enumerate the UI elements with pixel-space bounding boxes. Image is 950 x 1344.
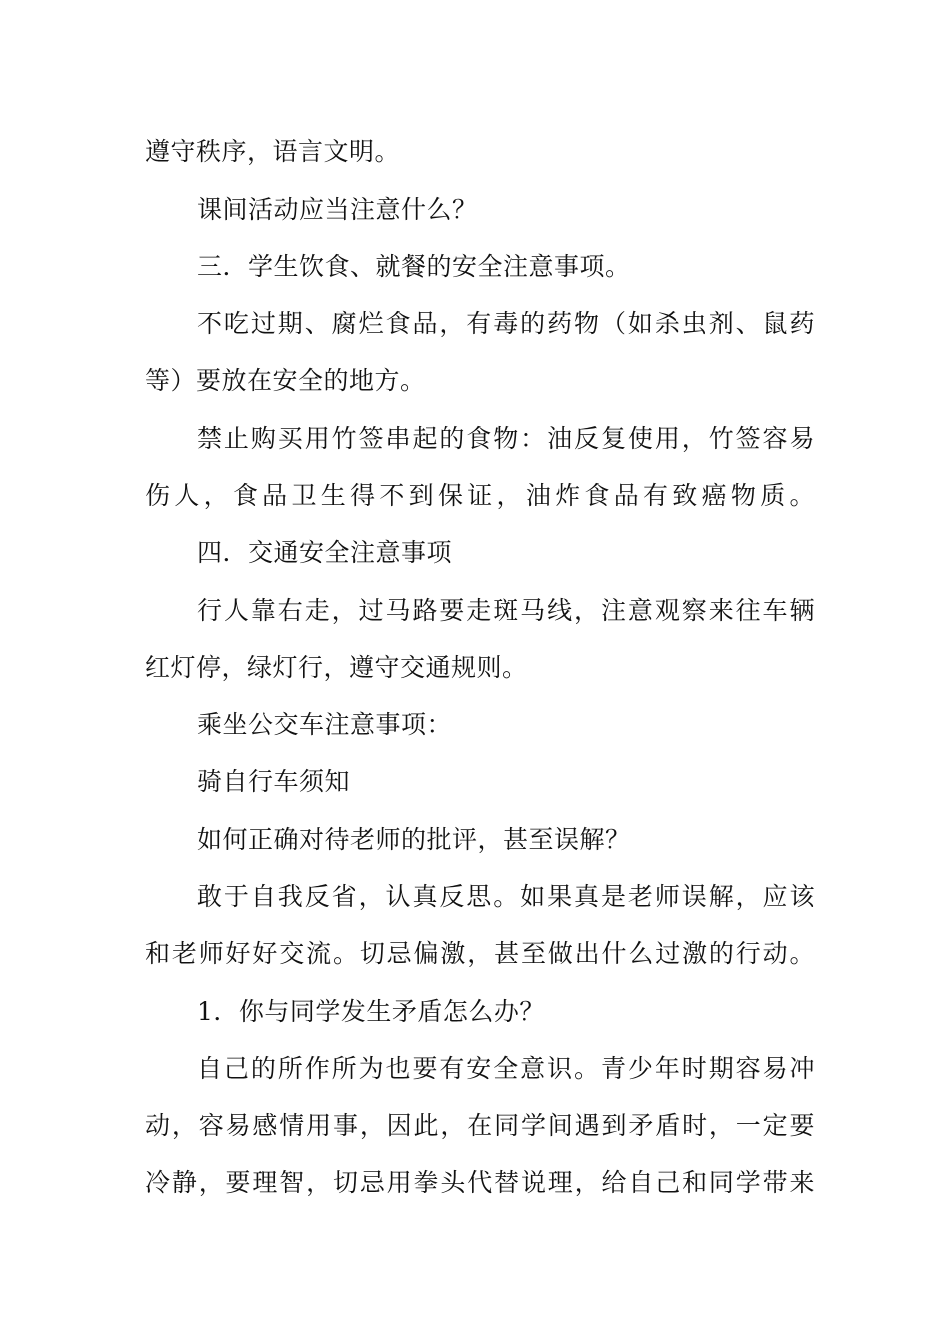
text-line: 动，容易感情用事，因此，在同学间遇到矛盾时，一定要 <box>145 1111 815 1140</box>
section-heading-food-safety: 三．学生饮食、就餐的安全注意事项。 <box>197 252 631 281</box>
text-line: 禁止购买用竹签串起的食物：油反复使用，竹签容易 <box>197 424 815 453</box>
text-line: 等）要放在安全的地方。 <box>145 366 426 395</box>
text-line: 冷静，要理智，切忌用拳头代替说理，给自己和同学带来 <box>145 1168 815 1197</box>
text-line: 和老师好好交流。切忌偏激，甚至做出什么过激的行动。 <box>145 939 815 968</box>
text-line: 敢于自我反省，认真反思。如果真是老师误解，应该 <box>197 882 815 911</box>
text-line: 红灯停，绿灯行，遵守交通规则。 <box>145 653 528 682</box>
subheading-bicycle: 骑自行车须知 <box>197 767 351 796</box>
text-line: 伤人，食品卫生得不到保证，油炸食品有致癌物质。 <box>145 481 815 510</box>
question-heading: 1．你与同学发生矛盾怎么办？ <box>197 997 545 1026</box>
subheading-bus: 乘坐公交车注意事项： <box>197 710 453 739</box>
text-line: 不吃过期、腐烂食品，有毒的药物（如杀虫剂、鼠药 <box>197 309 815 338</box>
question-heading: 课间活动应当注意什么？ <box>197 195 478 224</box>
question-heading: 如何正确对待老师的批评，甚至误解？ <box>197 825 631 854</box>
text-line: 自己的所作所为也要有安全意识。青少年时期容易冲 <box>197 1054 815 1083</box>
section-heading-traffic-safety: 四．交通安全注意事项 <box>197 538 453 567</box>
text-line: 行人靠右走，过马路要走斑马线，注意观察来往车辆 <box>197 596 815 625</box>
text-line: 遵守秩序，语言文明。 <box>145 137 401 166</box>
